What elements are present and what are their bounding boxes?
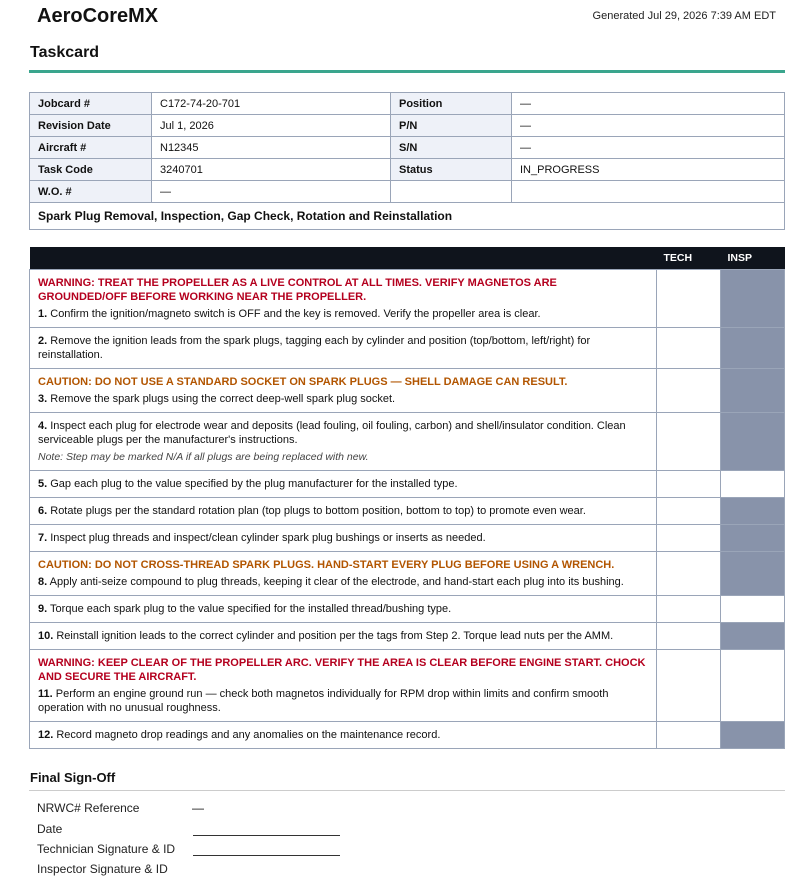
page-title: Taskcard bbox=[30, 44, 100, 61]
step-text: Reinstall ignition leads to the correct cylinder and position per the tags from Step 2. Torque lead nuts per the AMM. bbox=[56, 630, 614, 642]
inspector-signature-label: Inspector Signature & ID bbox=[37, 862, 168, 876]
step-text: Inspect each plug for electrode wear and deposits (lead fouling, oil fouling, carbon) and shell/insulator condition. Clean serviceable plugs per the manufacturer's instructions. bbox=[38, 420, 626, 446]
step-row-1 bbox=[30, 270, 785, 328]
insp-signoff-cell bbox=[721, 270, 785, 328]
caution-text: CAUTION: DO NOT USE A STANDARD SOCKET ON SPARK PLUGS — SHELL DAMAGE CAN RESULT. bbox=[38, 376, 568, 388]
step-row-3 bbox=[30, 369, 785, 413]
step-column-header bbox=[30, 247, 657, 270]
insp-signoff-cell bbox=[721, 498, 785, 525]
insp-signoff-cell bbox=[721, 623, 785, 650]
step-number: 1. bbox=[38, 308, 48, 320]
step-number: 9. bbox=[38, 603, 48, 615]
step-row-11 bbox=[30, 650, 785, 722]
nrwc-value: — bbox=[192, 801, 204, 815]
brand-logo-text: AeroCoreMX bbox=[37, 5, 159, 27]
tech-signoff-cell[interactable] bbox=[657, 650, 721, 722]
step-number: 8. bbox=[38, 576, 48, 588]
step-text: Apply anti-seize compound to plug threads, keeping it clear of the electrode, and hand-start each plug into its bushing. bbox=[49, 576, 624, 588]
tech-column-header: TECH bbox=[657, 247, 721, 270]
insp-signoff-cell[interactable] bbox=[721, 650, 785, 722]
step-note: Note: Step may be marked N/A if all plugs are being replaced with new. bbox=[38, 451, 369, 463]
step-text-cell bbox=[30, 623, 657, 650]
tech-signoff-cell[interactable] bbox=[657, 413, 721, 471]
insp-signoff-cell[interactable] bbox=[721, 596, 785, 623]
insp-signoff-cell bbox=[721, 552, 785, 596]
insp-signoff-cell bbox=[721, 722, 785, 749]
step-row-8 bbox=[30, 552, 785, 596]
step-row-12 bbox=[30, 722, 785, 749]
step-row-9 bbox=[30, 596, 785, 623]
step-text-cell bbox=[30, 552, 657, 596]
step-number: 3. bbox=[38, 393, 48, 405]
step-text: Rotate plugs per the standard rotation plan (top plugs to bottom position, bottom to top) to promote even wear. bbox=[50, 505, 586, 517]
insp-signoff-cell bbox=[721, 328, 785, 369]
revision-date-value: Jul 1, 2026 bbox=[152, 115, 391, 137]
jobcard-label: Jobcard # bbox=[30, 93, 152, 115]
caution-text: CAUTION: DO NOT CROSS-THREAD SPARK PLUGS. HAND-START EVERY PLUG BEFORE USING A WRENCH. bbox=[38, 559, 615, 571]
step-text-cell bbox=[30, 328, 657, 369]
tech-signoff-cell[interactable] bbox=[657, 552, 721, 596]
step-text-cell bbox=[30, 596, 657, 623]
aircraft-label: Aircraft # bbox=[30, 137, 152, 159]
aircraft-value: N12345 bbox=[152, 137, 391, 159]
step-number: 7. bbox=[38, 532, 48, 544]
step-text-cell bbox=[30, 270, 657, 328]
tech-signoff-cell[interactable] bbox=[657, 369, 721, 413]
empty-cell bbox=[512, 181, 785, 203]
step-text: Confirm the ignition/magneto switch is OFF and the key is removed. Verify the propeller area is clear. bbox=[50, 308, 541, 320]
insp-signoff-cell[interactable] bbox=[721, 471, 785, 498]
step-number: 11. bbox=[38, 688, 53, 700]
date-signature-line[interactable] bbox=[193, 821, 340, 836]
tech-signoff-cell[interactable] bbox=[657, 328, 721, 369]
tech-signoff-cell[interactable] bbox=[657, 525, 721, 552]
wo-value: — bbox=[152, 181, 391, 203]
signoff-title: Final Sign-Off bbox=[30, 770, 116, 785]
tech-signoff-cell[interactable] bbox=[657, 270, 721, 328]
step-number: 5. bbox=[38, 478, 48, 490]
step-text: Remove the ignition leads from the spark plugs, tagging each by cylinder and position (top/bottom, left/right) for reinstallation. bbox=[38, 335, 591, 361]
tech-signoff-cell[interactable] bbox=[657, 498, 721, 525]
task-title: Spark Plug Removal, Inspection, Gap Check, Rotation and Reinstallation bbox=[30, 203, 785, 230]
tech-signoff-cell[interactable] bbox=[657, 623, 721, 650]
insp-signoff-cell bbox=[721, 525, 785, 552]
title-divider bbox=[29, 70, 785, 73]
empty-cell bbox=[391, 181, 512, 203]
tech-signoff-cell[interactable] bbox=[657, 722, 721, 749]
step-row-7 bbox=[30, 525, 785, 552]
warning-text: WARNING: KEEP CLEAR OF THE PROPELLER ARC. VERIFY THE AREA IS CLEAR BEFORE ENGINE START. CHOCK AND SECURE THE AIRCRAFT. bbox=[38, 657, 646, 683]
pn-value: — bbox=[512, 115, 785, 137]
insp-signoff-cell bbox=[721, 369, 785, 413]
step-text: Remove the spark plugs using the correct deep-well spark plug socket. bbox=[50, 393, 396, 405]
step-text: Torque each spark plug to the value specified for the installed thread/bushing type. bbox=[50, 603, 452, 615]
step-text-cell bbox=[30, 650, 657, 722]
generated-timestamp: Generated Jul 29, 2026 7:39 AM EDT bbox=[592, 10, 776, 22]
step-text-cell bbox=[30, 413, 657, 471]
warning-text: WARNING: TREAT THE PROPELLER AS A LIVE CONTROL AT ALL TIMES. VERIFY MAGNETOS ARE GROUNDED/OFF BEFORE WORKING NEAR THE PROPELLER. bbox=[38, 277, 557, 303]
step-text: Inspect plug threads and inspect/clean cylinder spark plug bushings or inserts as needed. bbox=[50, 532, 486, 544]
status-value: IN_PROGRESS bbox=[512, 159, 785, 181]
step-text: Perform an engine ground run — check both magnetos individually for RPM drop within limits and confirm smooth operation with no unusual roughness. bbox=[38, 688, 609, 714]
task-code-value: 3240701 bbox=[152, 159, 391, 181]
step-text-cell bbox=[30, 722, 657, 749]
insp-column-header: INSP bbox=[721, 247, 785, 270]
tech-signoff-cell[interactable] bbox=[657, 596, 721, 623]
date-label: Date bbox=[37, 822, 63, 836]
sn-value: — bbox=[512, 137, 785, 159]
step-number: 12. bbox=[38, 729, 54, 741]
step-row-5 bbox=[30, 471, 785, 498]
task-code-label: Task Code bbox=[30, 159, 152, 181]
step-number: 10. bbox=[38, 630, 54, 642]
step-text: Record magneto drop readings and any anomalies on the maintenance record. bbox=[56, 729, 441, 741]
step-text: Gap each plug to the value specified by the plug manufacturer for the installed type. bbox=[50, 478, 458, 490]
nrwc-label: NRWC# Reference bbox=[37, 801, 140, 815]
position-value: — bbox=[512, 93, 785, 115]
technician-signature-line[interactable] bbox=[193, 841, 340, 856]
position-label: Position bbox=[391, 93, 512, 115]
step-text-cell bbox=[30, 369, 657, 413]
revision-date-label: Revision Date bbox=[30, 115, 152, 137]
taskcard-info-table bbox=[29, 92, 785, 230]
pn-label: P/N bbox=[391, 115, 512, 137]
step-text-cell bbox=[30, 471, 657, 498]
tech-signoff-cell[interactable] bbox=[657, 471, 721, 498]
task-steps-table bbox=[29, 247, 785, 749]
status-label: Status bbox=[391, 159, 512, 181]
wo-label: W.O. # bbox=[30, 181, 152, 203]
step-number: 2. bbox=[38, 335, 48, 347]
step-row-4 bbox=[30, 413, 785, 471]
step-row-6 bbox=[30, 498, 785, 525]
step-text-cell bbox=[30, 525, 657, 552]
signoff-divider bbox=[29, 790, 785, 791]
sn-label: S/N bbox=[391, 137, 512, 159]
step-number: 4. bbox=[38, 420, 48, 432]
jobcard-value: C172-74-20-701 bbox=[152, 93, 391, 115]
step-text-cell bbox=[30, 498, 657, 525]
step-row-10 bbox=[30, 623, 785, 650]
technician-signature-label: Technician Signature & ID bbox=[37, 842, 176, 856]
insp-signoff-cell bbox=[721, 413, 785, 471]
step-row-2 bbox=[30, 328, 785, 369]
step-number: 6. bbox=[38, 505, 48, 517]
